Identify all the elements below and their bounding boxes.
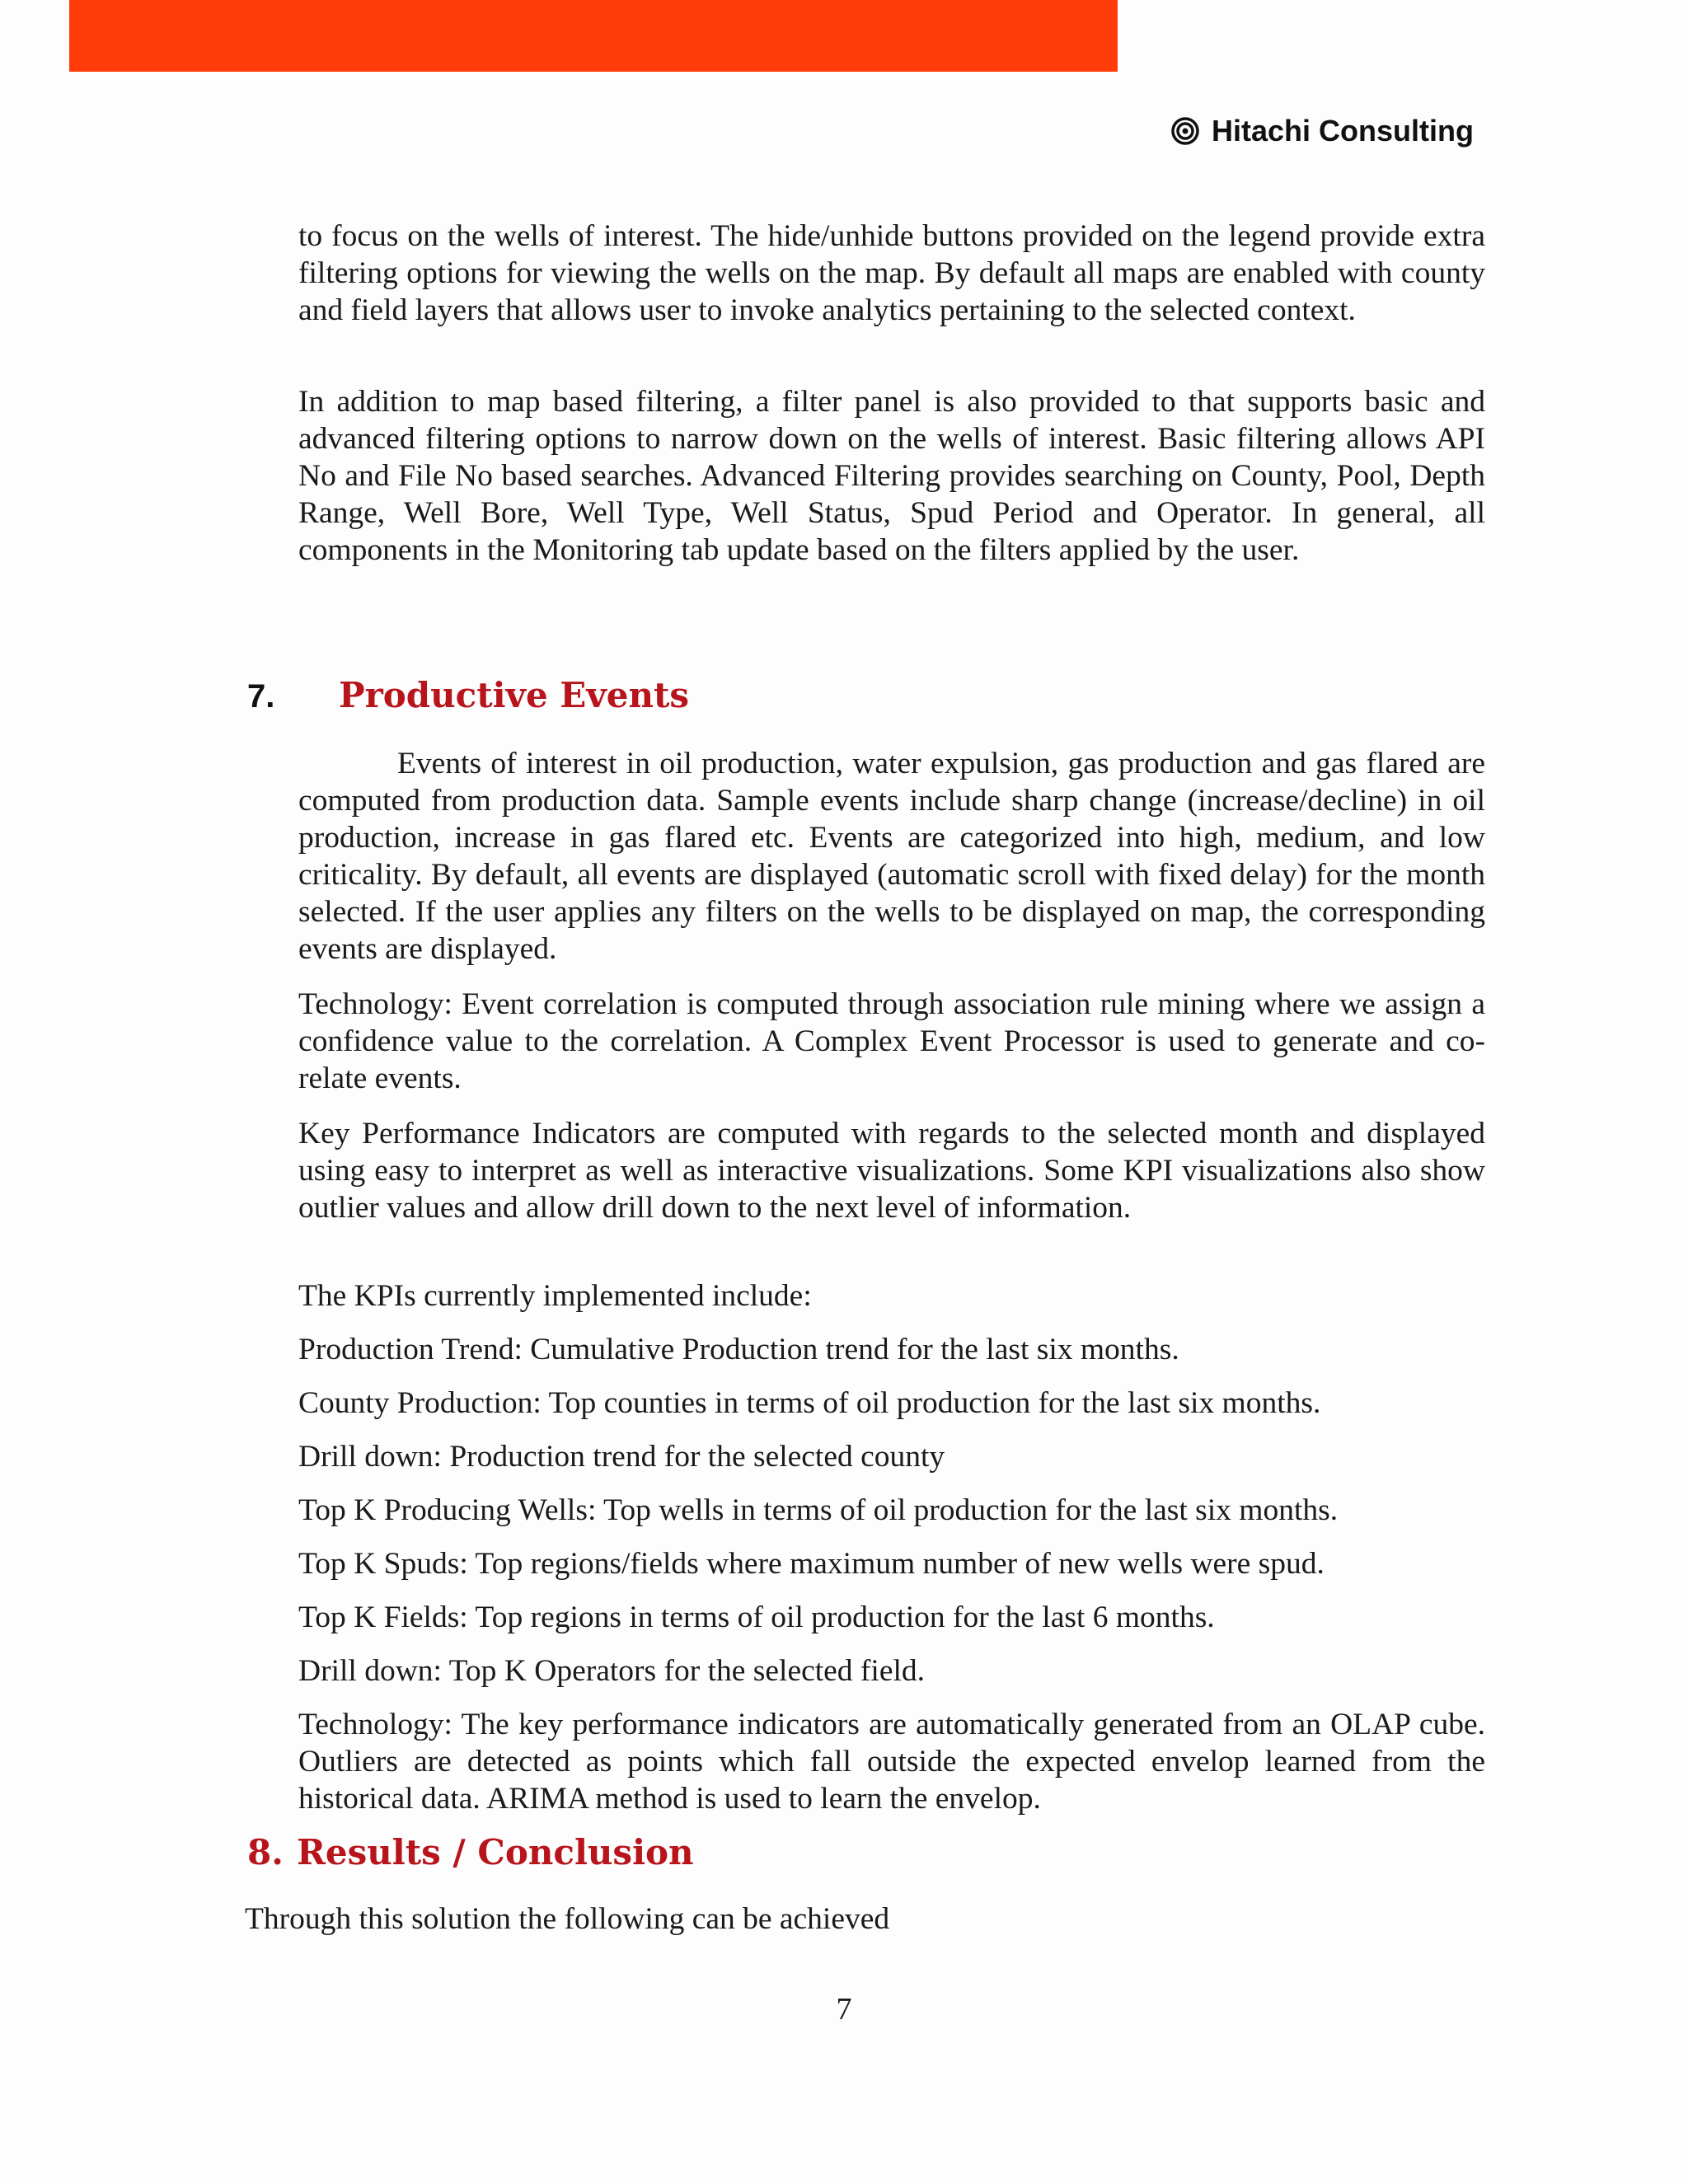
section-heading [247,1831,694,1874]
brand-name: Hitachi Consulting [1212,114,1474,148]
list-item: Drill down: Top K Operators for the selected field. [298,1654,926,1688]
section-title: Results / Conclusion [297,1832,694,1872]
section-number: 8. [247,1832,284,1872]
section-number: 7. [247,678,275,715]
paragraph: Technology: Event correlation is computed through association rule mining where we assign a confidence value to the correlation. A Complex Event Processor is used to generate and co-relate events. [298,987,1485,1095]
section-title: Productive Events [339,675,690,715]
list-item: County Production: Top counties in terms of oil production for the last six months. [298,1386,1321,1420]
list-item: Top K Fields: Top regions in terms of oil production for the last 6 months. [298,1601,1215,1634]
paragraph: Technology: The key performance indicators are automatically generated from an OLAP cube. Outliers are detected as points which fall outside the expected envelop learned from the historical data. ARIMA method is used to learn the envelop. [298,1708,1485,1816]
section-heading [247,674,689,718]
paragraph: to focus on the wells of interest. The hide/unhide buttons provided on the legend provide extra filtering options for viewing the wells on the map. By default all maps are enabled with county and field layers that allows user to invoke analytics pertaining to the selected context. [298,219,1485,327]
paragraph: In addition to map based filtering, a filter panel is also provided to that supports basic and advanced filtering options to narrow down on the wells of interest. Basic filtering allows API No and File No based searches. Advanced Filtering provides searching on County, Pool, Depth Range, Well Bore, Well Type, Well Status, Spud Period and Operator. In general, all components in the Monitoring tab update based on the filters applied by the user. [298,385,1485,567]
page-number: 7 [836,1992,852,2027]
list-item: Production Trend: Cumulative Production trend for the last six months. [298,1333,1179,1366]
paragraph: Events of interest in oil production, water expulsion, gas production and gas flared are computed from production data. Sample events include sharp change (increase/decline) in oil production, increase in gas flared etc. Events are categorized into high, medium, and low criticality. By default, all events are displayed (automatic scroll with fixed delay) for the month selected. If the user applies any filters on the wells to be displayed on map, the corresponding events are displayed. [298,747,1485,966]
paragraph: The KPIs currently implemented include: [298,1279,812,1313]
list-item: Drill down: Production trend for the selected county [298,1440,945,1474]
header-accent-bar [69,0,1118,72]
paragraph: Key Performance Indicators are computed with regards to the selected month and displayed using easy to interpret as well as interactive visualizations. Some KPI visualizations also show outlier values and allow drill down to the next level of information. [298,1117,1485,1225]
brand [1170,112,1484,150]
paragraph: Through this solution the following can be achieved [245,1902,890,1936]
hitachi-logo-icon [1170,116,1200,146]
list-item: Top K Producing Wells: Top wells in terms of oil production for the last six months. [298,1493,1339,1527]
list-item: Top K Spuds: Top regions/fields where maximum number of new wells were spud. [298,1547,1325,1581]
